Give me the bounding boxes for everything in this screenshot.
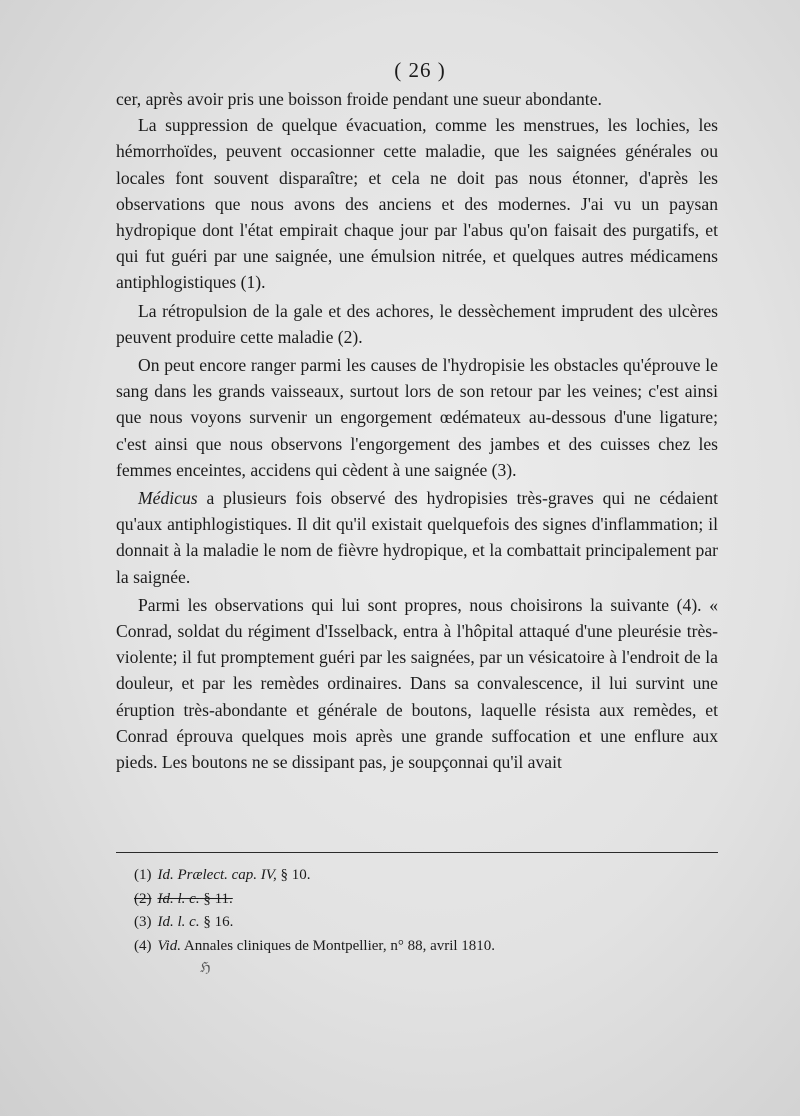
- paragraph-3: La rétropulsion de la gale et des achores, le dessèchement imprudent des ulcères peuvent produire cette maladie (2).: [116, 300, 718, 347]
- paragraph-2: La suppression de quelque évacuation, comme les menstrues, les lochies, les hémorrhoïdes, peuvent occasionner cette maladie, que les saignées générales ou locales font souvent disparaître; et cela ne doit pas nous étonner, d'après les observations que nous avons des anciens et des modernes. J'ai vu un paysan hydropique dont l'état empirait chaque jour par l'abus qu'on faisait des purgatifs, et qui fut guéri par une saignée, une émulsion nitrée, et quelques autres médicamens antiphlogistiques (1).: [116, 115, 718, 293]
- page-number: ( 26 ): [394, 58, 446, 82]
- footnote-ref-italic: Id. l. c.: [157, 914, 200, 930]
- footnote-ref-italic: Id. l. c.: [157, 890, 200, 907]
- footnote-divider: [116, 852, 718, 853]
- paragraph-1: cer, après avoir pris une boisson froide pendant une sueur abondante.: [116, 89, 602, 109]
- footnote-2: [134, 888, 694, 912]
- body-text: [116, 86, 718, 775]
- footnote-ref-rest: § 16.: [199, 914, 234, 930]
- author-name-italic: Médicus: [138, 488, 198, 509]
- footnote-ref-rest: Annales cliniques de Montpellier, n° 88, avril 1810.: [180, 937, 496, 954]
- footnote-ref-italic: Id. Prælect. cap. IV,: [157, 867, 277, 883]
- footnote-number: (1): [134, 867, 152, 883]
- footnote-ref-italic: Vid.: [157, 937, 181, 954]
- footnotes: [134, 864, 694, 958]
- footnote-ref-rest: § 10.: [276, 867, 311, 883]
- paragraph-5-text: a plusieurs fois observé des hydropisies très-graves qui ne cédaient qu'aux antiphlogistiques. Il dit qu'il existait quelquefois des signes d'inflammation; il donnait à la maladie le nom de fièvre hydropique, et la combattait principalement par la saignée.: [116, 488, 718, 587]
- paragraph-5: [116, 485, 718, 590]
- stray-ink-mark: ℌ: [200, 961, 211, 976]
- footnote-1: [134, 864, 694, 888]
- paragraph-6: Parmi les observations qui lui sont propres, nous choisirons la suivante (4). « Conrad, soldat du régiment d'Isselback, entra à l'hôpital attaqué d'une pleurésie très-violente; il fut promptement guéri par les saignées, par un vésicatoire à l'endroit de la douleur, et par les remèdes ordinaires. Dans sa convalescence, il lui survint une éruption très-abondante et générale de boutons, laquelle résista aux remèdes, et Conrad éprouva quelques mois après une grande suffocation et une enflure aux pieds. Les boutons ne se dissipant pas, je soupçonnai qu'il avait: [116, 594, 718, 773]
- footnote-ref-rest: § 11.: [199, 890, 233, 907]
- paragraph-4: On peut encore ranger parmi les causes de l'hydropisie les obstacles qu'éprouve le sang dans les grands vaisseaux, surtout lors de son retour par les veines; c'est ainsi que nous voyons survenir un engorgement œdémateux au-dessous d'une ligature; c'est ainsi que nous observons l'engorgement des jambes et des cuisses chez les femmes enceintes, accidens qui cèdent à une saignée (3).: [116, 355, 718, 480]
- footnote-number: (3): [134, 914, 152, 930]
- footnote-number: (4): [134, 937, 152, 954]
- footnote-3: [134, 911, 694, 935]
- footnote-number: (2): [134, 890, 152, 907]
- footnote-4: [134, 935, 694, 959]
